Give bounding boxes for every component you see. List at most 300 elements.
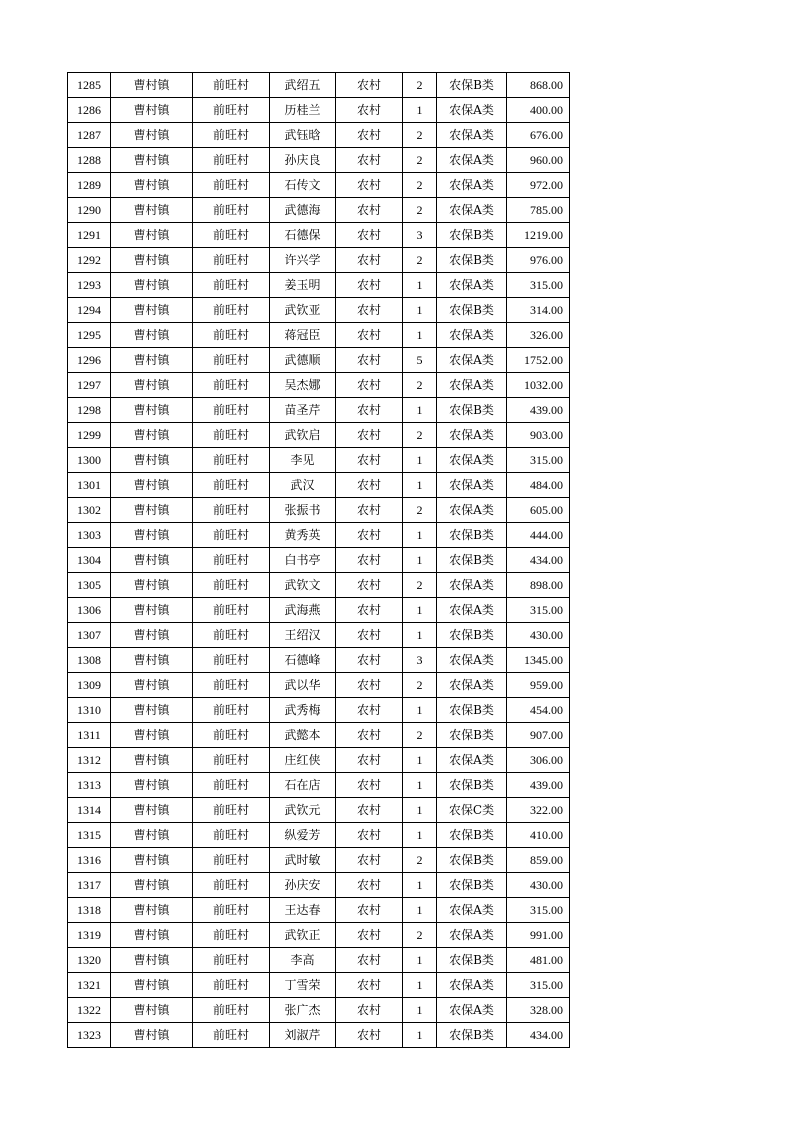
- insurance-category: 农保A类: [437, 898, 507, 923]
- insurance-category: 农保A类: [437, 373, 507, 398]
- table-row: [68, 948, 570, 973]
- insurance-category: 农保A类: [437, 473, 507, 498]
- town: 曹村镇: [111, 573, 193, 598]
- household-type: 农村: [336, 998, 403, 1023]
- village: 前旺村: [193, 273, 270, 298]
- table-row: [68, 823, 570, 848]
- town: 曹村镇: [111, 648, 193, 673]
- data-table: [67, 72, 570, 1048]
- household-type: 农村: [336, 848, 403, 873]
- person-name: 武钦正: [270, 923, 336, 948]
- insurance-category: 农保B类: [437, 723, 507, 748]
- village: 前旺村: [193, 523, 270, 548]
- row-number: 1285: [68, 73, 111, 98]
- row-number: 1290: [68, 198, 111, 223]
- village: 前旺村: [193, 148, 270, 173]
- member-count: 1: [403, 998, 437, 1023]
- amount: 454.00: [507, 698, 570, 723]
- town: 曹村镇: [111, 998, 193, 1023]
- row-number: 1306: [68, 598, 111, 623]
- town: 曹村镇: [111, 423, 193, 448]
- person-name: 武海燕: [270, 598, 336, 623]
- table-row: [68, 98, 570, 123]
- amount: 314.00: [507, 298, 570, 323]
- village: 前旺村: [193, 223, 270, 248]
- member-count: 2: [403, 848, 437, 873]
- amount: 907.00: [507, 723, 570, 748]
- household-type: 农村: [336, 973, 403, 998]
- person-name: 武钰晗: [270, 123, 336, 148]
- member-count: 1: [403, 948, 437, 973]
- village: 前旺村: [193, 98, 270, 123]
- household-type: 农村: [336, 1023, 403, 1048]
- town: 曹村镇: [111, 473, 193, 498]
- village: 前旺村: [193, 198, 270, 223]
- member-count: 1: [403, 973, 437, 998]
- row-number: 1308: [68, 648, 111, 673]
- row-number: 1313: [68, 773, 111, 798]
- row-number: 1305: [68, 573, 111, 598]
- insurance-category: 农保B类: [437, 623, 507, 648]
- row-number: 1319: [68, 923, 111, 948]
- amount: 400.00: [507, 98, 570, 123]
- amount: 315.00: [507, 273, 570, 298]
- person-name: 许兴学: [270, 248, 336, 273]
- amount: 991.00: [507, 923, 570, 948]
- household-type: 农村: [336, 148, 403, 173]
- person-name: 白书亭: [270, 548, 336, 573]
- row-number: 1300: [68, 448, 111, 473]
- person-name: 武德顺: [270, 348, 336, 373]
- insurance-category: 农保A类: [437, 598, 507, 623]
- table-row: [68, 1023, 570, 1048]
- member-count: 1: [403, 748, 437, 773]
- amount: 959.00: [507, 673, 570, 698]
- insurance-category: 农保A类: [437, 323, 507, 348]
- table-row: [68, 548, 570, 573]
- village: 前旺村: [193, 598, 270, 623]
- table-row: [68, 473, 570, 498]
- table-row: [68, 373, 570, 398]
- village: 前旺村: [193, 698, 270, 723]
- household-type: 农村: [336, 573, 403, 598]
- town: 曹村镇: [111, 123, 193, 148]
- row-number: 1294: [68, 298, 111, 323]
- member-count: 1: [403, 273, 437, 298]
- village: 前旺村: [193, 548, 270, 573]
- town: 曹村镇: [111, 598, 193, 623]
- town: 曹村镇: [111, 623, 193, 648]
- amount: 315.00: [507, 973, 570, 998]
- insurance-category: 农保B类: [437, 523, 507, 548]
- row-number: 1318: [68, 898, 111, 923]
- amount: 306.00: [507, 748, 570, 773]
- amount: 868.00: [507, 73, 570, 98]
- person-name: 武懿本: [270, 723, 336, 748]
- insurance-category: 农保A类: [437, 498, 507, 523]
- table-row: [68, 273, 570, 298]
- household-type: 农村: [336, 473, 403, 498]
- town: 曹村镇: [111, 73, 193, 98]
- household-type: 农村: [336, 748, 403, 773]
- amount: 430.00: [507, 873, 570, 898]
- insurance-category: 农保A类: [437, 673, 507, 698]
- amount: 322.00: [507, 798, 570, 823]
- member-count: 2: [403, 498, 437, 523]
- table-row: [68, 423, 570, 448]
- town: 曹村镇: [111, 773, 193, 798]
- row-number: 1302: [68, 498, 111, 523]
- village: 前旺村: [193, 1023, 270, 1048]
- table-row: [68, 998, 570, 1023]
- insurance-category: 农保A类: [437, 748, 507, 773]
- town: 曹村镇: [111, 898, 193, 923]
- town: 曹村镇: [111, 1023, 193, 1048]
- village: 前旺村: [193, 898, 270, 923]
- town: 曹村镇: [111, 748, 193, 773]
- member-count: 1: [403, 823, 437, 848]
- town: 曹村镇: [111, 873, 193, 898]
- village: 前旺村: [193, 723, 270, 748]
- row-number: 1322: [68, 998, 111, 1023]
- person-name: 武汉: [270, 473, 336, 498]
- person-name: 李高: [270, 948, 336, 973]
- table-row: [68, 248, 570, 273]
- person-name: 武钦文: [270, 573, 336, 598]
- village: 前旺村: [193, 873, 270, 898]
- insurance-category: 农保B类: [437, 398, 507, 423]
- village: 前旺村: [193, 773, 270, 798]
- village: 前旺村: [193, 648, 270, 673]
- household-type: 农村: [336, 348, 403, 373]
- town: 曹村镇: [111, 823, 193, 848]
- member-count: 2: [403, 73, 437, 98]
- amount: 410.00: [507, 823, 570, 848]
- member-count: 1: [403, 798, 437, 823]
- village: 前旺村: [193, 923, 270, 948]
- town: 曹村镇: [111, 248, 193, 273]
- person-name: 石在店: [270, 773, 336, 798]
- row-number: 1303: [68, 523, 111, 548]
- village: 前旺村: [193, 323, 270, 348]
- member-count: 1: [403, 773, 437, 798]
- amount: 484.00: [507, 473, 570, 498]
- person-name: 石德保: [270, 223, 336, 248]
- person-name: 王达春: [270, 898, 336, 923]
- village: 前旺村: [193, 473, 270, 498]
- insurance-category: 农保A类: [437, 923, 507, 948]
- insurance-category: 农保A类: [437, 273, 507, 298]
- insurance-category: 农保A类: [437, 98, 507, 123]
- amount: 439.00: [507, 398, 570, 423]
- table-row: [68, 348, 570, 373]
- member-count: 1: [403, 523, 437, 548]
- member-count: 1: [403, 98, 437, 123]
- village: 前旺村: [193, 748, 270, 773]
- row-number: 1291: [68, 223, 111, 248]
- town: 曹村镇: [111, 848, 193, 873]
- town: 曹村镇: [111, 698, 193, 723]
- amount: 434.00: [507, 548, 570, 573]
- household-type: 农村: [336, 248, 403, 273]
- household-type: 农村: [336, 898, 403, 923]
- household-type: 农村: [336, 123, 403, 148]
- insurance-category: 农保B类: [437, 223, 507, 248]
- member-count: 3: [403, 648, 437, 673]
- amount: 439.00: [507, 773, 570, 798]
- village: 前旺村: [193, 298, 270, 323]
- household-type: 农村: [336, 323, 403, 348]
- row-number: 1301: [68, 473, 111, 498]
- table-row: [68, 523, 570, 548]
- amount: 859.00: [507, 848, 570, 873]
- insurance-category: 农保A类: [437, 448, 507, 473]
- insurance-category: 农保B类: [437, 1023, 507, 1048]
- member-count: 1: [403, 1023, 437, 1048]
- member-count: 1: [403, 398, 437, 423]
- town: 曹村镇: [111, 948, 193, 973]
- insurance-category: 农保B类: [437, 948, 507, 973]
- row-number: 1321: [68, 973, 111, 998]
- member-count: 1: [403, 298, 437, 323]
- household-type: 农村: [336, 723, 403, 748]
- amount: 315.00: [507, 448, 570, 473]
- insurance-category: 农保B类: [437, 848, 507, 873]
- table-row: [68, 398, 570, 423]
- insurance-category: 农保A类: [437, 123, 507, 148]
- insurance-category: 农保C类: [437, 798, 507, 823]
- table-row: [68, 198, 570, 223]
- village: 前旺村: [193, 73, 270, 98]
- person-name: 武钦启: [270, 423, 336, 448]
- insurance-category: 农保B类: [437, 873, 507, 898]
- row-number: 1289: [68, 173, 111, 198]
- town: 曹村镇: [111, 98, 193, 123]
- member-count: 1: [403, 473, 437, 498]
- village: 前旺村: [193, 373, 270, 398]
- town: 曹村镇: [111, 398, 193, 423]
- amount: 444.00: [507, 523, 570, 548]
- village: 前旺村: [193, 123, 270, 148]
- town: 曹村镇: [111, 373, 193, 398]
- household-type: 农村: [336, 73, 403, 98]
- household-type: 农村: [336, 223, 403, 248]
- household-type: 农村: [336, 773, 403, 798]
- amount: 430.00: [507, 623, 570, 648]
- member-count: 2: [403, 148, 437, 173]
- person-name: 王绍汉: [270, 623, 336, 648]
- town: 曹村镇: [111, 498, 193, 523]
- village: 前旺村: [193, 823, 270, 848]
- table-row: [68, 73, 570, 98]
- row-number: 1310: [68, 698, 111, 723]
- insurance-category: 农保A类: [437, 173, 507, 198]
- village: 前旺村: [193, 423, 270, 448]
- person-name: 纵爱芳: [270, 823, 336, 848]
- person-name: 姜玉明: [270, 273, 336, 298]
- insurance-category: 农保B类: [437, 823, 507, 848]
- person-name: 吴杰娜: [270, 373, 336, 398]
- insurance-category: 农保B类: [437, 773, 507, 798]
- row-number: 1287: [68, 123, 111, 148]
- amount: 328.00: [507, 998, 570, 1023]
- table-row: [68, 173, 570, 198]
- row-number: 1292: [68, 248, 111, 273]
- town: 曹村镇: [111, 348, 193, 373]
- table-row: [68, 798, 570, 823]
- household-type: 农村: [336, 873, 403, 898]
- member-count: 1: [403, 623, 437, 648]
- row-number: 1293: [68, 273, 111, 298]
- amount: 315.00: [507, 598, 570, 623]
- household-type: 农村: [336, 173, 403, 198]
- row-number: 1314: [68, 798, 111, 823]
- insurance-category: 农保A类: [437, 648, 507, 673]
- table-row: [68, 648, 570, 673]
- insurance-category: 农保A类: [437, 348, 507, 373]
- town: 曹村镇: [111, 798, 193, 823]
- insurance-category: 农保B类: [437, 548, 507, 573]
- member-count: 1: [403, 448, 437, 473]
- household-type: 农村: [336, 398, 403, 423]
- table-row: [68, 123, 570, 148]
- insurance-category: 农保B类: [437, 73, 507, 98]
- amount: 1032.00: [507, 373, 570, 398]
- member-count: 2: [403, 373, 437, 398]
- person-name: 武时敏: [270, 848, 336, 873]
- person-name: 刘淑芹: [270, 1023, 336, 1048]
- person-name: 武钦元: [270, 798, 336, 823]
- town: 曹村镇: [111, 723, 193, 748]
- town: 曹村镇: [111, 223, 193, 248]
- member-count: 2: [403, 423, 437, 448]
- village: 前旺村: [193, 398, 270, 423]
- town: 曹村镇: [111, 273, 193, 298]
- table-row: [68, 573, 570, 598]
- member-count: 1: [403, 323, 437, 348]
- amount: 315.00: [507, 898, 570, 923]
- household-type: 农村: [336, 798, 403, 823]
- village: 前旺村: [193, 248, 270, 273]
- table-row: [68, 748, 570, 773]
- town: 曹村镇: [111, 548, 193, 573]
- table-row: [68, 298, 570, 323]
- insurance-category: 农保B类: [437, 298, 507, 323]
- village: 前旺村: [193, 673, 270, 698]
- row-number: 1295: [68, 323, 111, 348]
- town: 曹村镇: [111, 148, 193, 173]
- amount: 481.00: [507, 948, 570, 973]
- household-type: 农村: [336, 273, 403, 298]
- person-name: 庄红侠: [270, 748, 336, 773]
- person-name: 石传文: [270, 173, 336, 198]
- household-type: 农村: [336, 948, 403, 973]
- row-number: 1311: [68, 723, 111, 748]
- table-row: [68, 223, 570, 248]
- town: 曹村镇: [111, 323, 193, 348]
- amount: 434.00: [507, 1023, 570, 1048]
- row-number: 1297: [68, 373, 111, 398]
- table-row: [68, 698, 570, 723]
- household-type: 农村: [336, 923, 403, 948]
- table-row: [68, 873, 570, 898]
- row-number: 1304: [68, 548, 111, 573]
- member-count: 1: [403, 698, 437, 723]
- row-number: 1317: [68, 873, 111, 898]
- row-number: 1299: [68, 423, 111, 448]
- table-row: [68, 598, 570, 623]
- village: 前旺村: [193, 573, 270, 598]
- member-count: 2: [403, 923, 437, 948]
- amount: 898.00: [507, 573, 570, 598]
- person-name: 武绍五: [270, 73, 336, 98]
- amount: 1219.00: [507, 223, 570, 248]
- person-name: 丁雪荣: [270, 973, 336, 998]
- member-count: 1: [403, 548, 437, 573]
- table-row: [68, 923, 570, 948]
- row-number: 1312: [68, 748, 111, 773]
- village: 前旺村: [193, 498, 270, 523]
- village: 前旺村: [193, 173, 270, 198]
- insurance-category: 农保A类: [437, 973, 507, 998]
- table-row: [68, 773, 570, 798]
- member-count: 1: [403, 873, 437, 898]
- insurance-category: 农保A类: [437, 198, 507, 223]
- household-type: 农村: [336, 523, 403, 548]
- household-type: 农村: [336, 448, 403, 473]
- table-row: [68, 623, 570, 648]
- person-name: 蒋冠臣: [270, 323, 336, 348]
- person-name: 武德海: [270, 198, 336, 223]
- household-type: 农村: [336, 373, 403, 398]
- row-number: 1296: [68, 348, 111, 373]
- person-name: 黄秀英: [270, 523, 336, 548]
- member-count: 2: [403, 248, 437, 273]
- town: 曹村镇: [111, 298, 193, 323]
- household-type: 农村: [336, 673, 403, 698]
- amount: 326.00: [507, 323, 570, 348]
- town: 曹村镇: [111, 173, 193, 198]
- member-count: 5: [403, 348, 437, 373]
- village: 前旺村: [193, 998, 270, 1023]
- town: 曹村镇: [111, 973, 193, 998]
- household-type: 农村: [336, 498, 403, 523]
- village: 前旺村: [193, 623, 270, 648]
- row-number: 1315: [68, 823, 111, 848]
- person-name: 武秀梅: [270, 698, 336, 723]
- member-count: 2: [403, 123, 437, 148]
- member-count: 2: [403, 673, 437, 698]
- person-name: 张振书: [270, 498, 336, 523]
- row-number: 1323: [68, 1023, 111, 1048]
- town: 曹村镇: [111, 673, 193, 698]
- village: 前旺村: [193, 948, 270, 973]
- village: 前旺村: [193, 448, 270, 473]
- row-number: 1298: [68, 398, 111, 423]
- table-row: [68, 673, 570, 698]
- person-name: 苗圣芹: [270, 398, 336, 423]
- member-count: 2: [403, 573, 437, 598]
- town: 曹村镇: [111, 923, 193, 948]
- row-number: 1307: [68, 623, 111, 648]
- insurance-category: 农保B类: [437, 698, 507, 723]
- table-row: [68, 148, 570, 173]
- amount: 1345.00: [507, 648, 570, 673]
- member-count: 3: [403, 223, 437, 248]
- person-name: 孙庆安: [270, 873, 336, 898]
- household-type: 农村: [336, 598, 403, 623]
- household-type: 农村: [336, 823, 403, 848]
